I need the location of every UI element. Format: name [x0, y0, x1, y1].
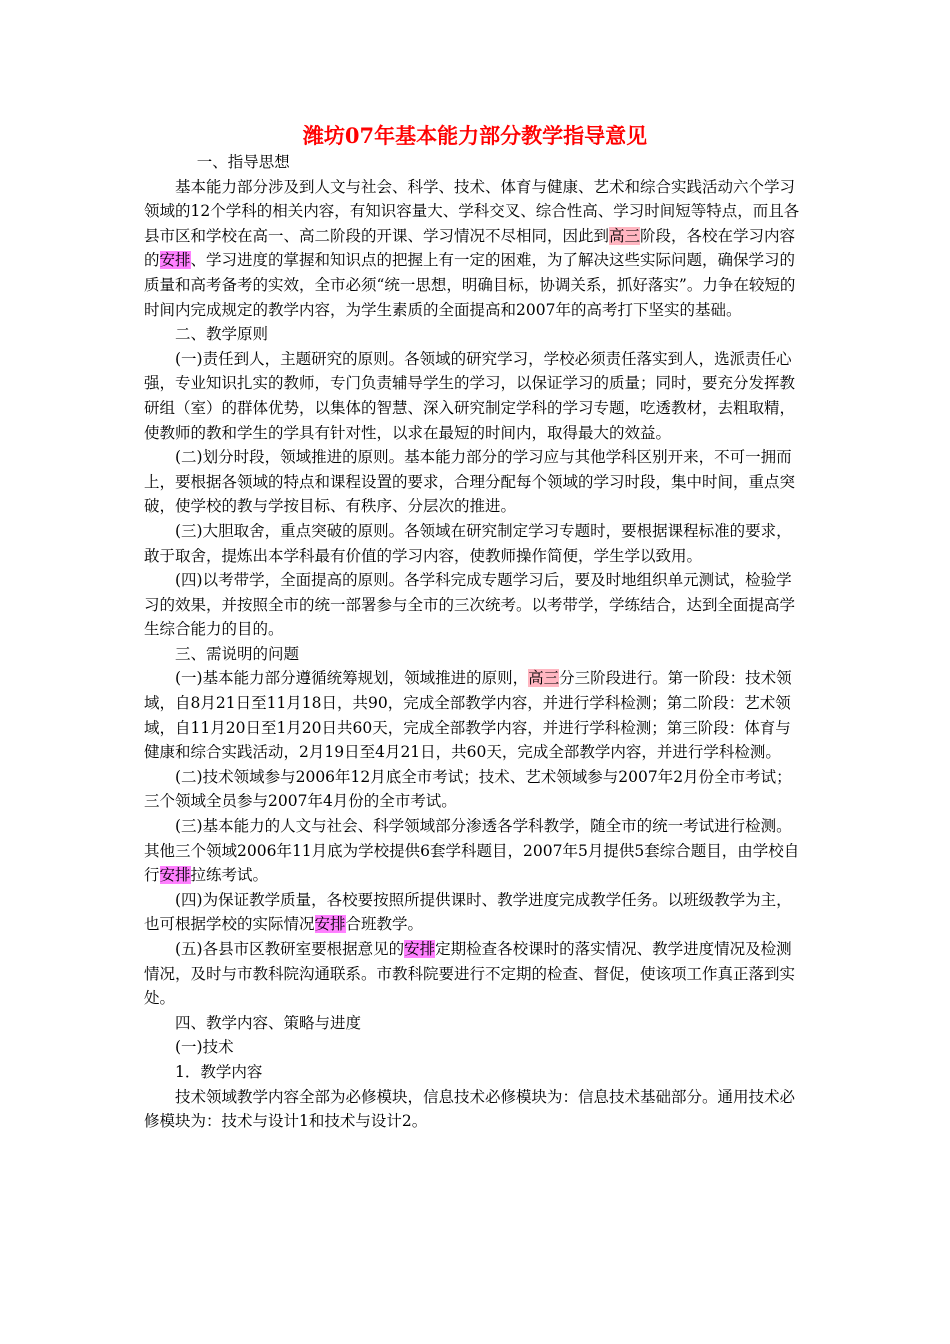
- highlight-gaosan: 高三: [609, 226, 641, 245]
- highlight-anpai: 安排: [314, 915, 346, 934]
- paragraph: 基本能力部分涉及到人文与社会、科学、技术、体育与健康、艺术和综合实践活动六个学习领域的12个学科的相关内容，有知识容量大、学科交叉、综合性高、学习时间短等特点，而且各县市区和学校在高一、高二阶段的开课、学习情况不尽相同，因此到高三阶段，各校在学习内容的安排、学习进度的掌握和知识点的把握上有一定的困难，为了解决这些实际问题，确保学习的质量和高考备考的实效，全市必须“统一思想，明确目标，协调关系，抓好落实”。力争在较短的时间内完成规定的教学内容，为学生素质的全面提高和2007年的高考打下坚实的基础。: [144, 177, 800, 319]
- subsection-heading: 1．教学内容: [175, 1062, 263, 1081]
- paragraph: (四)为保证教学质量，各校要按照所提供课时、教学进度完成教学任务。以班级教学为主，也可根据学校的实际情况安排合班教学。: [144, 890, 792, 934]
- subsection-heading: (一)技术: [175, 1038, 234, 1057]
- paragraph: (一)责任到人，主题研究的原则。各领域的研究学习，学校必须责任落实到人，选派责任心强，专业知识扎实的教师，专门负责辅导学生的学习，以保证学习的质量；同时，要充分发挥教研组（室）的群体优势，以集体的智慧、深入研究制定学科的学习专题，吃透教材，去粗取精，使教师的教和学生的学具有针对性，以求在最短的时间内，取得最大的效益。: [144, 349, 796, 442]
- paragraph: (一)基本能力部分遵循统筹规划，领域推进的原则，高三分三阶段进行。第一阶段：技术领域，自8月21日至11月18日，共90，完成全部教学内容，并进行学科检测；第二阶段：艺术领域，自11月20日至1月20日共60天，完成全部教学内容，并进行学科检测；第三阶段：体育与健康和综合实践活动，2月19日至4月21日，共60天，完成全部教学内容，并进行学科检测。: [144, 669, 792, 762]
- paragraph: 技术领域教学内容全部为必修模块，信息技术必修模块为：信息技术基础部分。通用技术必修模块为：技术与设计1和技术与设计2。: [144, 1087, 796, 1131]
- section-heading-guiding-thought: 一、指导思想: [196, 153, 290, 171]
- paragraph: (三)基本能力的人文与社会、科学领域部分渗透各学科教学，随全市的统一考试进行检测。其他三个领域2006年11月底为学校提供6套学科题目，2007年5月提供5套综合题目，由学校自行安排拉练考试。: [144, 817, 800, 885]
- document-body: [144, 150, 806, 1134]
- paragraph: (二)划分时段，领域推进的原则。基本能力部分的学习应与其他学科区别开来，不可一拥而上，要根据各领域的特点和课程设置的要求，合理分配每个领域的学习时段，集中时间，重点突破，使学校的教与学按目标、有秩序、分层次的推进。: [144, 448, 796, 516]
- document-title: 潍坊07年基本能力部分教学指导意见: [302, 123, 648, 148]
- paragraph: (二)技术领域参与2006年12月底全市考试；技术、艺术领域参与2007年2月份全市考试；三个领域全员参与2007年4月份的全市考试。: [144, 767, 792, 811]
- section-heading-content: 四、教学内容、策略与进度: [175, 1013, 362, 1032]
- highlight-anpai: 安排: [159, 866, 191, 885]
- paragraph: (三)大胆取舍，重点突破的原则。各领域在研究制定学习专题时，要根据课程标准的要求，敢于取舍，提炼出本学科最有价值的学习内容，使教师操作简便，学生学以致用。: [144, 521, 792, 565]
- highlight-gaosan: 高三: [528, 669, 560, 688]
- section-heading-principles: 二、教学原则: [175, 325, 269, 344]
- section-heading-notes: 三、需说明的问题: [175, 644, 300, 663]
- paragraph: (四)以考带学，全面提高的原则。各学科完成专题学习后，要及时地组织单元测试，检验学习的效果，并按照全市的统一部署参与全市的三次统考。以考带学，学练结合，达到全面提高学生综合能力的目的。: [144, 571, 796, 639]
- highlight-anpai: 安排: [404, 940, 436, 958]
- paragraph: (五)各县市区教研室要根据意见的安排定期检查各校课时的落实情况、教学进度情况及检测情况，及时与市教科院沟通联系。市教科院要进行不定期的检查、督促，使该项工作真正落到实处。: [144, 940, 796, 1008]
- highlight-anpai: 安排: [159, 251, 191, 270]
